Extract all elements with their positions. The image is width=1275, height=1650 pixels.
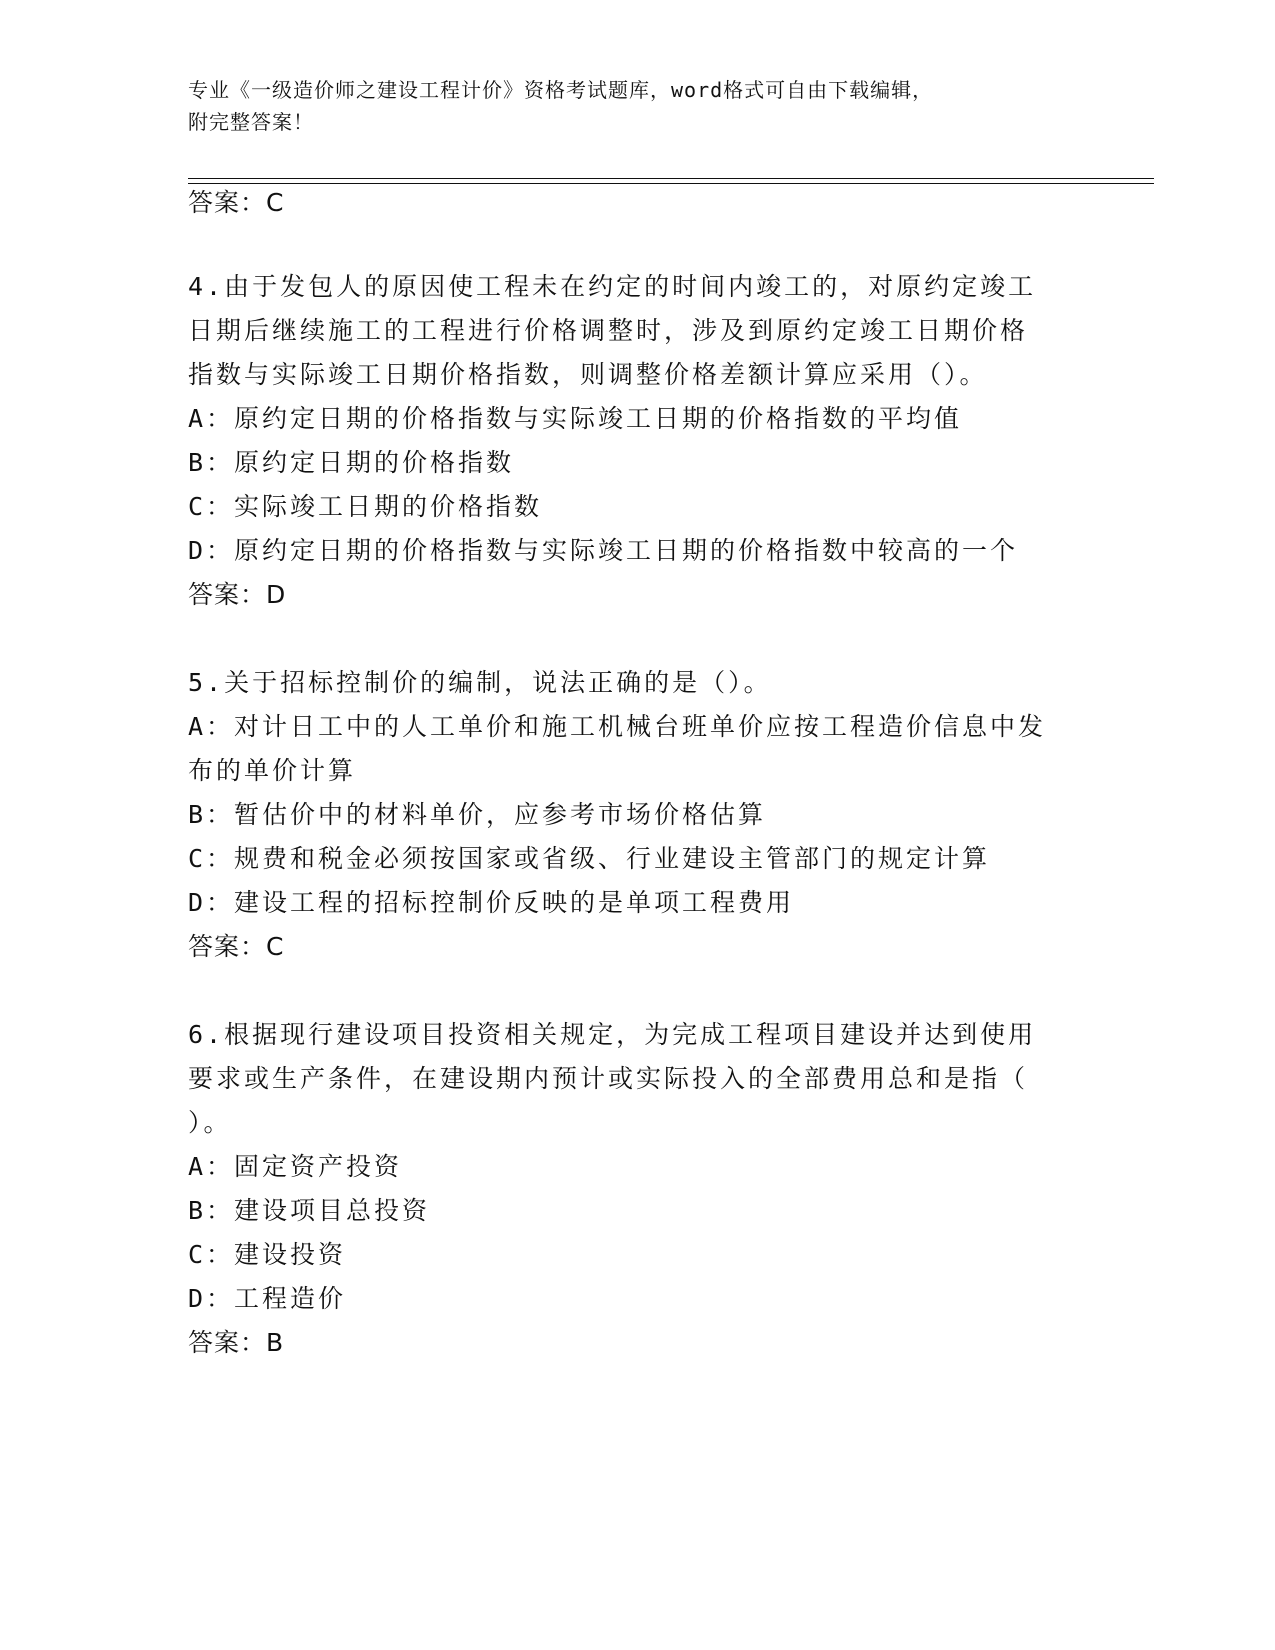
header-line: 专业《一级造价师之建设工程计价》资格考试题库，word格式可自由下载编辑，	[188, 78, 934, 102]
question-5-option-d: D：建设工程的招标控制价反映的是单项工程费用	[188, 888, 795, 917]
question-5-option-b: B：暂估价中的材料单价，应参考市场价格估算	[188, 800, 767, 829]
header-divider	[188, 183, 1154, 184]
question-6-stem-line: ）。	[188, 1108, 232, 1137]
question-5-option-c: C：规费和税金必须按国家或省级、行业建设主管部门的规定计算	[188, 844, 991, 873]
question-4-option-a: A：原约定日期的价格指数与实际竣工日期的价格指数的平均值	[188, 404, 963, 433]
question-6-stem-line: 6.根据现行建设项目投资相关规定，为完成工程项目建设并达到使用	[188, 1020, 1037, 1049]
question-4-stem-line: 4.由于发包人的原因使工程未在约定的时间内竣工的，对原约定竣工	[188, 272, 1037, 301]
question-6-option-d: D：工程造价	[188, 1284, 347, 1313]
header-line: 附完整答案！	[188, 110, 314, 134]
question-6-stem-line: 要求或生产条件，在建设期内预计或实际投入的全部费用总和是指（	[188, 1064, 1029, 1093]
question-6-option-b: B：建设项目总投资	[188, 1196, 431, 1225]
question-6-option-c: C：建设投资	[188, 1240, 347, 1269]
question-5-option-a-cont: 布的单价计算	[188, 756, 357, 785]
question-4-stem-line: 日期后继续施工的工程进行价格调整时，涉及到原约定竣工日期价格	[188, 316, 1029, 345]
header-divider	[188, 178, 1154, 179]
question-4-option-c: C：实际竣工日期的价格指数	[188, 492, 543, 521]
question-4-stem-line: 指数与实际竣工日期价格指数，则调整价格差额计算应采用（）。	[188, 360, 988, 389]
question-5-stem-line: 5.关于招标控制价的编制，说法正确的是（）。	[188, 668, 772, 697]
document-header	[188, 74, 1088, 138]
answer-q3: 答案：C	[188, 188, 285, 217]
answer-q6: 答案：B	[188, 1328, 285, 1357]
answer-q4: 答案：D	[188, 580, 287, 609]
question-5-option-a: A：对计日工中的人工单价和施工机械台班单价应按工程造价信息中发	[188, 712, 1047, 741]
question-6-option-a: A：固定资产投资	[188, 1152, 403, 1181]
question-4-option-d: D：原约定日期的价格指数与实际竣工日期的价格指数中较高的一个	[188, 536, 1019, 565]
question-4-option-b: B：原约定日期的价格指数	[188, 448, 515, 477]
answer-q5: 答案：C	[188, 932, 285, 961]
